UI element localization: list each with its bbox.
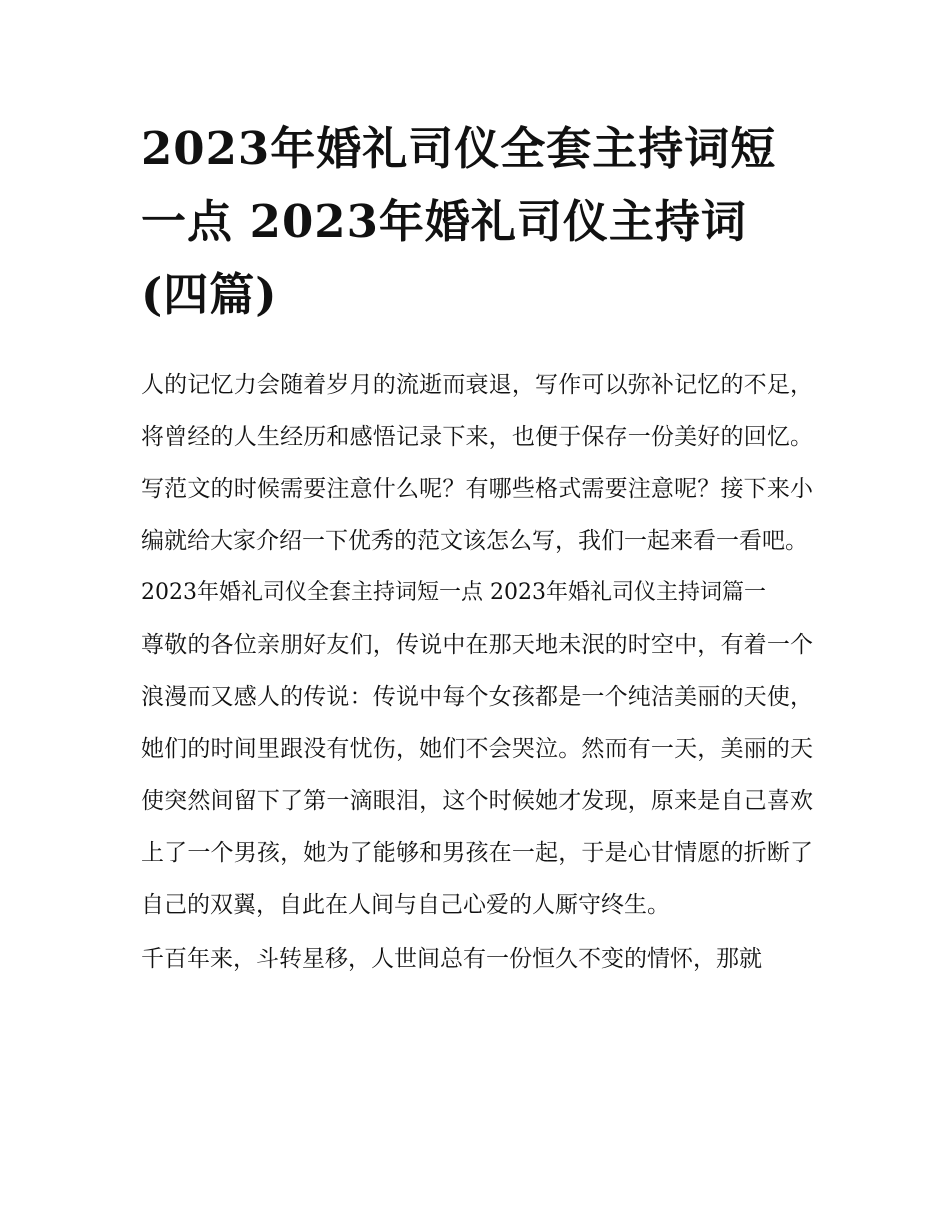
section-heading: 2023年婚礼司仪全套主持词短一点 2023年婚礼司仪主持词篇一 — [141, 580, 766, 605]
document-page — [141, 112, 813, 985]
body-paragraph-2: 千百年来，斗转星移，人世间总有一份恒久不变的情怀，那就 — [141, 946, 762, 972]
intro-paragraph: 人的记忆力会随着岁月的流逝而衰退，写作可以弥补记忆的不足，将曾经的人生经历和感悟记录下来，也便于保存一份美好的回忆。写范文的时候需要注意什么呢？有哪些格式需要注意呢？接下来小编就给大家介绍一下优秀的范文该怎么写，我们一起来看一看吧。 — [141, 372, 813, 554]
document-title: 2023年婚礼司仪全套主持词短一点 2023年婚礼司仪主持词(四篇) — [141, 122, 777, 321]
body-paragraph-1: 尊敬的各位亲朋好友们，传说中在那天地未泯的时空中，有着一个浪漫而又感人的传说：传说中每个女孩都是一个纯洁美丽的天使，她们的时间里跟没有忧伤，她们不会哭泣。然而有一天，美丽的天使突然间留下了第一滴眼泪，这个时候她才发现，原来是自己喜欢上了一个男孩，她为了能够和男孩在一起，于是心甘情愿的折断了自己的双翼，自此在人间与自己心爱的人厮守终生。 — [141, 632, 813, 918]
